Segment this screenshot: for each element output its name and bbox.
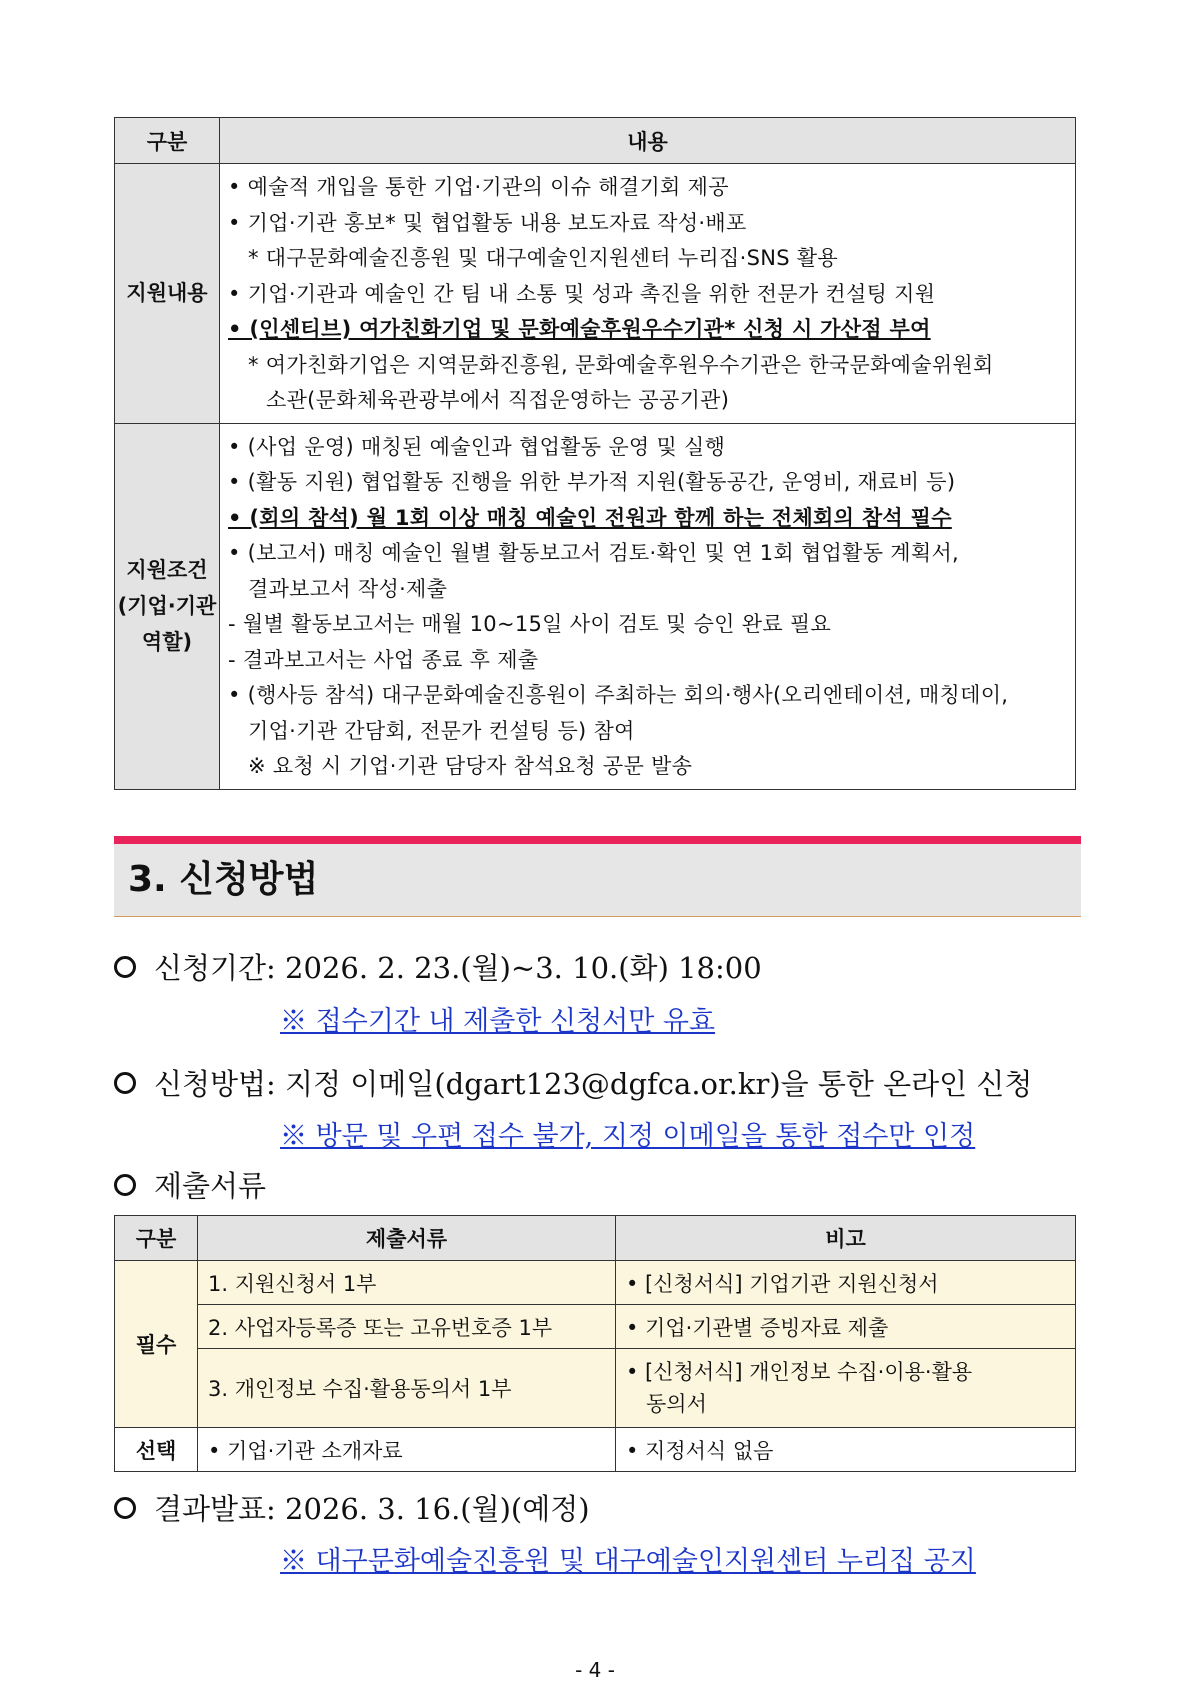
submission-documents-text: 제출서류 bbox=[154, 1169, 267, 1203]
table-row bbox=[115, 1261, 1076, 1305]
table-row bbox=[115, 1349, 1076, 1428]
list-item: * 여가친화기업은 지역문화진흥원, 문화예술후원우수기관은 한국문화예술위원회 bbox=[248, 352, 994, 377]
label-line: 역할) bbox=[141, 630, 193, 654]
documents-table bbox=[114, 1215, 1076, 1472]
note-cell: • 기업·기관별 증빙자료 제출 bbox=[616, 1305, 1076, 1349]
circle-bullet-icon bbox=[114, 1174, 136, 1196]
doc-cell: 1. 지원신청서 1부 bbox=[198, 1261, 616, 1305]
circle-bullet-icon bbox=[114, 956, 136, 978]
result-announcement-text: 결과발표: 2026. 3. 16.(월)(예정) bbox=[154, 1492, 590, 1526]
application-period bbox=[114, 946, 762, 987]
table-row bbox=[115, 1428, 1076, 1472]
optional-label: 선택 bbox=[115, 1428, 198, 1472]
list-item: • 예술적 개입을 통한 기업·기관의 이슈 해결기회 제공 bbox=[228, 175, 729, 199]
support-content-cell bbox=[220, 164, 1076, 424]
list-item: 결과보고서 작성·제출 bbox=[248, 576, 448, 601]
result-note: ※ 대구문화예술진흥원 및 대구예술인지원센터 누리집 공지 bbox=[280, 1546, 976, 1577]
list-item: • (활동 지원) 협업활동 진행을 위한 부가적 지원(활동공간, 운영비, 재료비 등) bbox=[228, 470, 956, 494]
col-header-documents: 제출서류 bbox=[198, 1216, 616, 1261]
circle-bullet-icon bbox=[114, 1072, 136, 1094]
col-header-remarks: 비고 bbox=[616, 1216, 1076, 1261]
section-accent-bar bbox=[114, 836, 1081, 844]
list-item: 소관(문화체육관광부에서 직접운영하는 공공기관) bbox=[266, 388, 730, 412]
note-line: • [신청서식] 개인정보 수집·이용·활용 bbox=[626, 1360, 973, 1384]
list-item: 기업·기관 간담회, 전문가 컨설팅 등) 참여 bbox=[248, 718, 635, 743]
list-item: • (회의 참석) 월 1회 이상 매칭 예술인 전원과 함께 하는 전체회의 참석 필수 bbox=[228, 505, 952, 530]
note-cell bbox=[616, 1349, 1076, 1428]
table-row bbox=[115, 164, 1076, 424]
col-header-category: 구분 bbox=[115, 118, 220, 164]
row-label-support-conditions bbox=[115, 423, 220, 789]
note-cell: • [신청서식] 기업기관 지원신청서 bbox=[616, 1261, 1076, 1305]
label-line: (기업·기관 bbox=[117, 594, 217, 618]
result-announcement bbox=[114, 1487, 590, 1528]
application-method-text: 신청방법: 지정 이메일(dgart123@dgfca.or.kr)을 통한 온라인 신청 bbox=[154, 1067, 1033, 1101]
application-method bbox=[114, 1062, 1032, 1103]
support-table bbox=[114, 117, 1076, 790]
list-item: • 기업·기관과 예술인 간 팀 내 소통 및 성과 촉진을 위한 전문가 컨설팅 지원 bbox=[228, 281, 936, 306]
label-line: 지원조건 bbox=[126, 558, 208, 582]
table-row bbox=[115, 423, 1076, 789]
list-item: ※ 요청 시 기업·기관 담당자 참석요청 공문 발송 bbox=[248, 754, 693, 778]
note-cell: • 지정서식 없음 bbox=[616, 1428, 1076, 1472]
doc-cell: 3. 개인정보 수집·활용동의서 1부 bbox=[198, 1349, 616, 1428]
list-item: - 월별 활동보고서는 매월 10~15일 사이 검토 및 승인 완료 필요 bbox=[228, 612, 832, 636]
doc-cell: • 기업·기관 소개자료 bbox=[198, 1428, 616, 1472]
support-conditions-cell bbox=[220, 423, 1076, 789]
list-item: * 대구문화예술진흥원 및 대구예술인지원센터 누리집·SNS 활용 bbox=[248, 246, 838, 270]
list-item: • (행사등 참석) 대구문화예술진흥원이 주최하는 회의·행사(오리엔테이션, 매칭데이, bbox=[228, 683, 1009, 707]
page-number: - 4 - bbox=[575, 1658, 615, 1682]
required-label: 필수 bbox=[115, 1261, 198, 1428]
list-item: • (보고서) 매칭 예술인 월별 활동보고서 검토·확인 및 연 1회 협업활동 계획서, bbox=[228, 541, 960, 565]
list-item: • (인센티브) 여가친화기업 및 문화예술후원우수기관* 신청 시 가산점 부여 bbox=[228, 317, 931, 341]
method-note: ※ 방문 및 우편 접수 불가, 지정 이메일을 통한 접수만 인정 bbox=[280, 1121, 976, 1152]
row-label-support-content: 지원내용 bbox=[115, 164, 220, 424]
table-row bbox=[115, 1305, 1076, 1349]
application-period-text: 신청기간: 2026. 2. 23.(월)~3. 10.(화) 18:00 bbox=[154, 951, 762, 985]
note-line: 동의서 bbox=[646, 1392, 707, 1416]
list-item: • (사업 운영) 매칭된 예술인과 협업활동 운영 및 실행 bbox=[228, 434, 726, 459]
period-note: ※ 접수기간 내 제출한 신청서만 유효 bbox=[280, 1006, 716, 1037]
col-header-category: 구분 bbox=[115, 1216, 198, 1261]
circle-bullet-icon bbox=[114, 1497, 136, 1519]
submission-documents bbox=[114, 1164, 266, 1205]
doc-cell: 2. 사업자등록증 또는 고유번호증 1부 bbox=[198, 1305, 616, 1349]
section-title: 3. 신청방법 bbox=[128, 859, 319, 900]
col-header-content: 내용 bbox=[220, 118, 1076, 164]
list-item: - 결과보고서는 사업 종료 후 제출 bbox=[228, 647, 539, 672]
list-item: • 기업·기관 홍보* 및 협업활동 내용 보도자료 작성·배포 bbox=[228, 210, 747, 235]
